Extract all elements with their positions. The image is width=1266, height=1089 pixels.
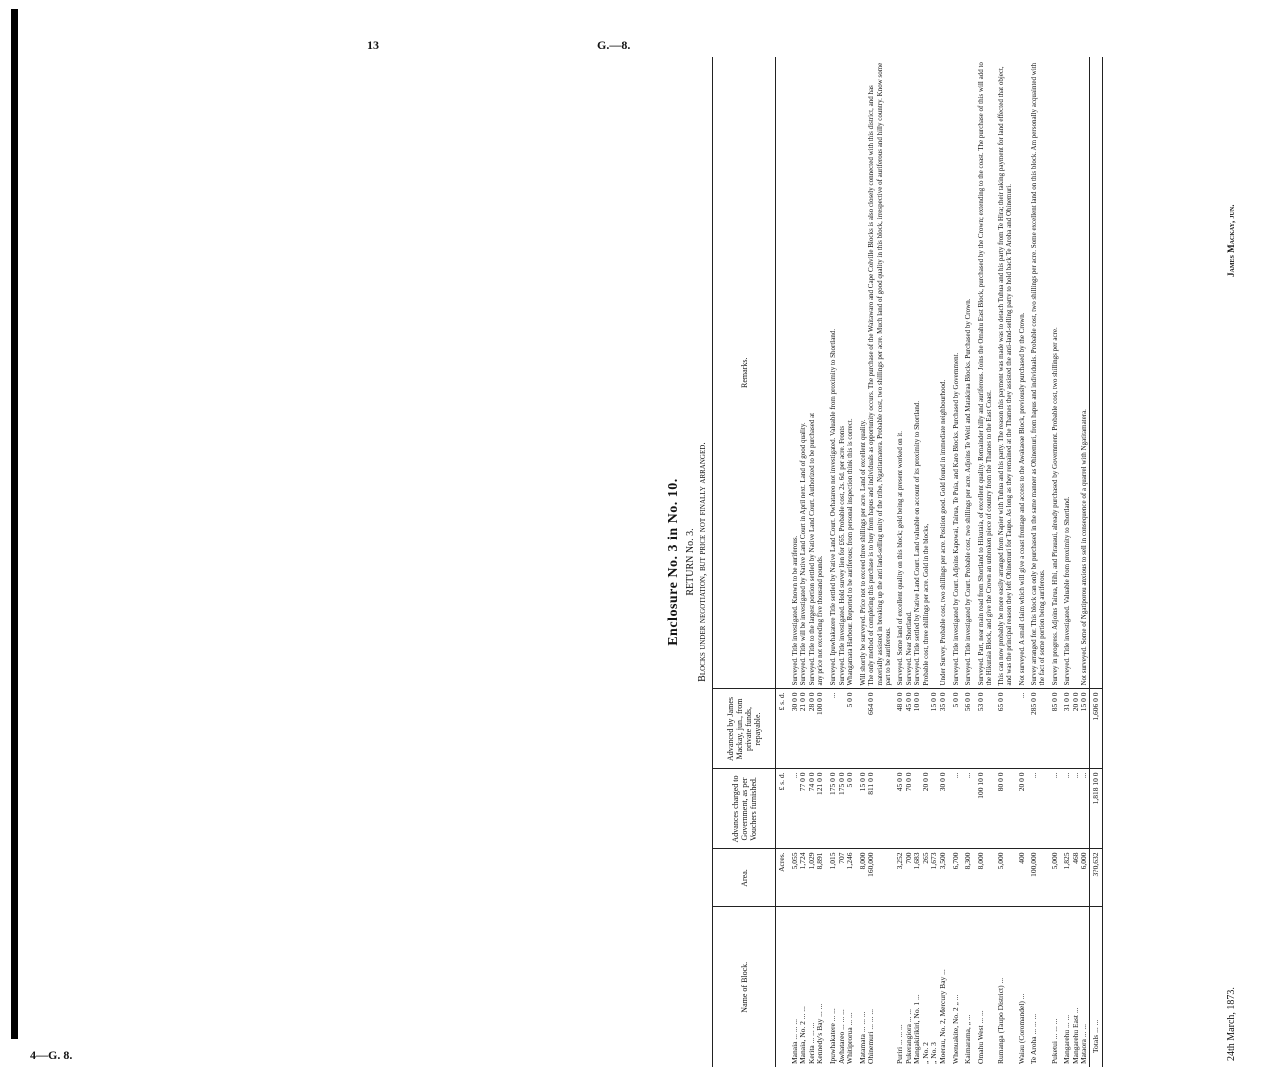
table-row xyxy=(930,57,939,1067)
block-name: Ipuwhakatere ... ... xyxy=(827,1008,837,1064)
block-name: Rumanga (Taupo District) ... xyxy=(996,977,1006,1064)
block-area: 5,000 xyxy=(997,849,1013,907)
totals-area: 3?0,632 xyxy=(1089,849,1102,907)
block-remarks: Surveyed. Ipuwhakatere Title settled by Native Land Court. Owhatareo not investigated. Valuable from proximity to Shortland. xyxy=(829,57,838,689)
block-area: 1,683 xyxy=(913,849,922,907)
table-row xyxy=(1072,57,1081,1067)
block-advances-government: 74 0 0 xyxy=(808,769,817,849)
block-area: 1,029 xyxy=(808,849,817,907)
block-advances-private: 45 0 0 xyxy=(905,689,914,769)
block-advances-private: 100 0 0 xyxy=(816,689,825,769)
block-name: Manaia, No. 2 ... ... xyxy=(798,1006,808,1064)
block-advances-private: ... xyxy=(1018,689,1027,769)
table-row xyxy=(896,57,905,1067)
block-advances-government: ... xyxy=(1063,769,1072,849)
block-name: Matamata ... ... ... xyxy=(857,1011,867,1064)
units-advances-government: £ s. d. xyxy=(776,769,787,849)
table-row xyxy=(829,57,838,1067)
block-name: „ No. 3 xyxy=(929,1042,939,1064)
block-remarks: Surveyed. Title investigated by Court. Probable cost, two shillings per acre. Adjoins Te Weiti and Matakiraa Blocks. Purchased by Crown. xyxy=(964,57,973,689)
block-advances-private: 21 0 0 xyxy=(799,689,808,769)
block-advances-private: 53 0 0 xyxy=(977,689,993,769)
table-row xyxy=(1030,57,1046,1067)
units-advances-private: £ s. d. xyxy=(776,689,787,769)
block-remarks: Whangamata Harbour. Reported to be auriferous; from personal inspection think this is correct. xyxy=(846,57,855,689)
table-header-row xyxy=(713,57,776,1067)
block-remarks: Survey arranged for. This block can only be purchased in the same manner as Ohinemuri, from hapus and individuals. Probable cost, two shillings per acre. Some excellent land on this block. Am personally acquainted with the fact of some portion being auriferous. xyxy=(1030,57,1046,689)
table-row xyxy=(1063,57,1072,1067)
block-remarks xyxy=(930,57,939,689)
block-area: 707 xyxy=(838,849,847,907)
block-name: Whitiprorua ... ... xyxy=(845,1012,855,1064)
block-name: Kerita ... ... ... xyxy=(806,1022,816,1064)
table-row xyxy=(816,57,825,1067)
block-name: Awhatareo ... ... ... xyxy=(836,1009,846,1064)
block-remarks: Probable cost, three shillings per acre. Gold in the blocks, xyxy=(922,57,931,689)
block-remarks: Surveyed. Title will be investigated by Native Land Court in April next. Land of good quality. xyxy=(799,57,808,689)
block-name: Mataora ... ... xyxy=(1079,1024,1089,1064)
table-row xyxy=(997,57,1013,1067)
block-advances-private: 664 0 0 xyxy=(867,689,892,769)
block-advances-government: ... xyxy=(1030,769,1046,849)
block-advances-private: 30 0 0 xyxy=(791,689,800,769)
footer-signature: James Mackay, jun. xyxy=(1226,204,1236,277)
column-header-advances-private: Advanced by James Mackay, jun., from private funds, repayable. xyxy=(713,689,776,769)
totals-advances-private: 1,606 0 0 xyxy=(1089,689,1102,769)
block-area: 265 xyxy=(922,849,931,907)
block-advances-government: 20 0 0 xyxy=(1018,769,1027,849)
block-area: 5,000 xyxy=(1051,849,1060,907)
block-advances-private: 15 0 0 xyxy=(930,689,939,769)
block-remarks: Survey in progress. Adjoins Tairua, Hihi, and Pirauaui, already purchased by Government. Probable cost, two shillings per acre. xyxy=(1051,57,1060,689)
table-row xyxy=(846,57,855,1067)
column-header-advances-government: Advances charged to Government, as per Vouchers furnished. xyxy=(713,769,776,849)
block-area: 1,015 xyxy=(829,849,838,907)
block-advances-private: 56 0 0 xyxy=(964,689,973,769)
block-advances-private: 48 0 0 xyxy=(896,689,905,769)
block-remarks: Will shortly be surveyed. Price not to exceed three shillings per acre. Land of excellent quality. xyxy=(859,57,868,689)
block-name: Te Aroha ... ... ... xyxy=(1029,1013,1039,1064)
block-remarks: Surveyed. Title investigated. Valuable from proximity to Shortland. xyxy=(1063,57,1072,689)
enclosure-title: Enclosure No. 3 in No. 10. xyxy=(666,478,681,646)
block-area: 160,000 xyxy=(867,849,892,907)
block-area: 8,000 xyxy=(977,849,993,907)
block-remarks: any price not exceeding five thousand pounds. xyxy=(816,57,825,689)
block-name: Waiau (Coromandel) ... xyxy=(1016,993,1026,1064)
block-remarks: Under Survey. Probable cost, two shillings per acre. Position good. Gold found in immediate neighbourhood. xyxy=(939,57,948,689)
block-name: Mangarehu East ... xyxy=(1070,1007,1080,1064)
block-name: Ohinemuri ... ... ... xyxy=(866,1009,876,1064)
units-area: Acres. xyxy=(776,849,787,907)
page-edge-bar xyxy=(11,9,18,1039)
block-advances-government: 70 0 0 xyxy=(905,769,914,849)
footer-date: 24th March, 1873. xyxy=(1226,987,1237,1061)
block-advances-private: 85 0 0 xyxy=(1051,689,1060,769)
table-row xyxy=(1051,57,1060,1067)
table-row xyxy=(964,57,973,1067)
block-advances-government: 45 0 0 xyxy=(896,769,905,849)
block-remarks: Not surveyed. A small claim which will give a coast frontage and access to the Awakaeae Block, previously purchased by the Crown. xyxy=(1018,57,1027,689)
block-advances-private: 285 0 0 xyxy=(1030,689,1046,769)
block-area: 3,500 xyxy=(939,849,948,907)
block-remarks: Surveyed. Some land of excellent quality on this block; gold being at present worked on it. xyxy=(896,57,905,689)
block-advances-government: 175 0 0 xyxy=(829,769,838,849)
table-row xyxy=(791,57,800,1067)
block-advances-government: 15 0 0 xyxy=(859,769,868,849)
block-name: „ No. 2 xyxy=(920,1042,930,1064)
block-advances-government: 121 0 0 xyxy=(816,769,825,849)
document-reference-bottom: 4—G. 8. xyxy=(30,1048,73,1062)
block-advances-private: 28 0 0 xyxy=(808,689,817,769)
column-header-area: Area. xyxy=(713,849,776,907)
subtitle: Blocks under negotiation, but price not finally arranged. xyxy=(697,442,708,682)
block-area: 3,252 xyxy=(896,849,905,907)
block-name: Puriri ... ... ... xyxy=(894,1024,904,1064)
totals-label: Totals ... ... xyxy=(1089,907,1102,1067)
block-name: Mangakirikiri, No. 1 ... xyxy=(912,994,922,1064)
block-area: 5,055 xyxy=(791,849,800,907)
block-name: Manaia ... ... ... xyxy=(789,1019,799,1064)
block-advances-private: 5 0 0 xyxy=(846,689,855,769)
block-name: Whenuakite, No. 2 „ ... xyxy=(950,994,960,1064)
block-remarks: This can now probably be more easily arranged from Napier with Tuhua and his party. The reason this payment was made was to detach Tuhua and his party from Te Hira; their taking payment for land effected that object, and was the principal reason they left Ohinemuri for Taupo. As long as they remained at the Thames they assisted the anti-land-selling party to hold back Te Aroha and Ohinemuri. xyxy=(997,57,1013,689)
block-remarks: Surveyed. Title to the largest portion settled by Native Land Court. Authorized to be purchased at xyxy=(808,57,817,689)
totals-advances-government: 1,818 10 0 xyxy=(1089,769,1102,849)
column-header-remarks: Remarks. xyxy=(713,57,776,689)
block-name: Puketui ... ... ... xyxy=(1049,1018,1059,1064)
block-area: 8,300 xyxy=(964,849,973,907)
units-row xyxy=(776,57,787,1067)
block-area: 1,825 xyxy=(1063,849,1072,907)
block-area: 700 xyxy=(905,849,914,907)
block-remarks: Surveyed. Title investigated. Known to be auriferous. xyxy=(791,57,800,689)
block-remarks: Not surveyed. Some of Ngatiporou anxious to sell in consequence of a quarrel with Ngatitamatera. xyxy=(1080,57,1089,689)
block-remarks: Surveyed. Near Shortland. xyxy=(905,57,914,689)
table-row xyxy=(922,57,931,1067)
block-advances-government: 5 0 0 xyxy=(846,769,855,849)
block-area: 6,000 xyxy=(1080,849,1089,907)
return-label: RETURN No. 3. xyxy=(685,528,696,596)
block-advances-government: ... xyxy=(1051,769,1060,849)
table-row xyxy=(799,57,808,1067)
table-row xyxy=(838,57,847,1067)
block-advances-private: 65 0 0 xyxy=(997,689,1013,769)
block-advances-government: ... xyxy=(1072,769,1081,849)
table-row xyxy=(913,57,922,1067)
block-name: Kennedy's Bay ... ... xyxy=(815,1003,825,1064)
block-remarks: Surveyed. Part, near main road from Shortland to Hikutaia, of excellent quality. Remainder hilly and auriferous. Joins the Omahu East Block, purchased by the Crown; extending to the coast. The purchase of this will add to the Hikutaia Block, and give the Crown an unbroken piece of country from the Thames to the East Coast. xyxy=(977,57,993,689)
table-row xyxy=(867,57,892,1067)
block-area: 1,673 xyxy=(930,849,939,907)
block-advances-private: 20 0 0 xyxy=(1072,689,1081,769)
block-advances-government: 175 0 0 xyxy=(838,769,847,849)
block-area: 6,700 xyxy=(952,849,961,907)
block-advances-government: ... xyxy=(1080,769,1089,849)
table-row xyxy=(952,57,961,1067)
block-remarks: Surveyed. Title investigated by Court. Adjoins Kapowai, Tairua, Te Puia, and Karo Blocks. Purchased by Government. xyxy=(952,57,961,689)
block-remarks: Surveyed. Title settled by Native Land Court. Land valuable on account of its proximity to Shortland. xyxy=(913,57,922,689)
block-advances-government: 80 0 0 xyxy=(997,769,1013,849)
column-header-name: Name of Block. xyxy=(713,907,776,1067)
block-name: Omahu West ... ... xyxy=(975,1010,985,1064)
block-area: 400 xyxy=(1018,849,1027,907)
block-remarks: Surveyed. Title investigated. Hold survey lien for £65. Probable cost, 2s. 6d. per acre. Fronts xyxy=(838,57,847,689)
block-name: Kaimarama, „ ... xyxy=(963,1014,973,1064)
block-advances-private: 5 0 0 xyxy=(952,689,961,769)
table-row xyxy=(939,57,948,1067)
block-area: 468 xyxy=(1072,849,1081,907)
block-area: 8,891 xyxy=(816,849,825,907)
totals-row xyxy=(1089,57,1102,1067)
block-area: 1,246 xyxy=(846,849,855,907)
block-advances-government: 30 0 0 xyxy=(939,769,948,849)
table-row xyxy=(859,57,868,1067)
block-name: Mangarehu ... ... xyxy=(1062,1014,1072,1064)
block-area: 8,000 xyxy=(859,849,868,907)
table-body xyxy=(776,57,1090,1067)
block-advances-private: 35 0 0 xyxy=(939,689,948,769)
block-advances-government: 20 0 0 xyxy=(922,769,931,849)
block-advances-government: ... xyxy=(964,769,973,849)
rotated-page-content xyxy=(666,57,1266,1067)
block-advances-government: 100 10 0 xyxy=(977,769,993,849)
block-advances-private: 10 0 0 xyxy=(913,689,922,769)
table-row xyxy=(808,57,817,1067)
block-advances-government: ... xyxy=(791,769,800,849)
block-area: 1,724 xyxy=(799,849,808,907)
blocks-table xyxy=(712,57,1103,1067)
table-row xyxy=(1018,57,1027,1067)
block-advances-government: 77 0 0 xyxy=(799,769,808,849)
block-remarks: The only method of completing this purchase is to buy from hapus and individuals as opportunity occurs. The purchase of the Waitawaro and Cape Colville Blocks is also closely connected with this district, and has materially assisted in breaking up the anti land-selling unity of the tribe, Ngatitamatera. Probable cost, two shillings per acre. Much land of good quality in this block, irrespective of auriferous and hilly country. Know some part to be auriferous. xyxy=(867,57,892,689)
block-advances-private: ... xyxy=(829,689,838,769)
block-name: Moerau, No. 2, Mercury Bay ... xyxy=(937,969,947,1064)
page-number: 13 xyxy=(367,38,379,52)
block-area: 100,000 xyxy=(1030,849,1046,907)
block-name: Pukerangiora ... ... xyxy=(903,1009,913,1064)
block-remarks xyxy=(1072,57,1081,689)
table-row xyxy=(905,57,914,1067)
table-row xyxy=(1080,57,1089,1067)
block-advances-government: 811 0 0 xyxy=(867,769,892,849)
table-row xyxy=(977,57,993,1067)
block-advances-government: ... xyxy=(952,769,961,849)
document-reference: G.—8. xyxy=(597,38,631,52)
block-advances-private: 15 0 0 xyxy=(1080,689,1089,769)
block-advances-private: 31 0 0 xyxy=(1063,689,1072,769)
